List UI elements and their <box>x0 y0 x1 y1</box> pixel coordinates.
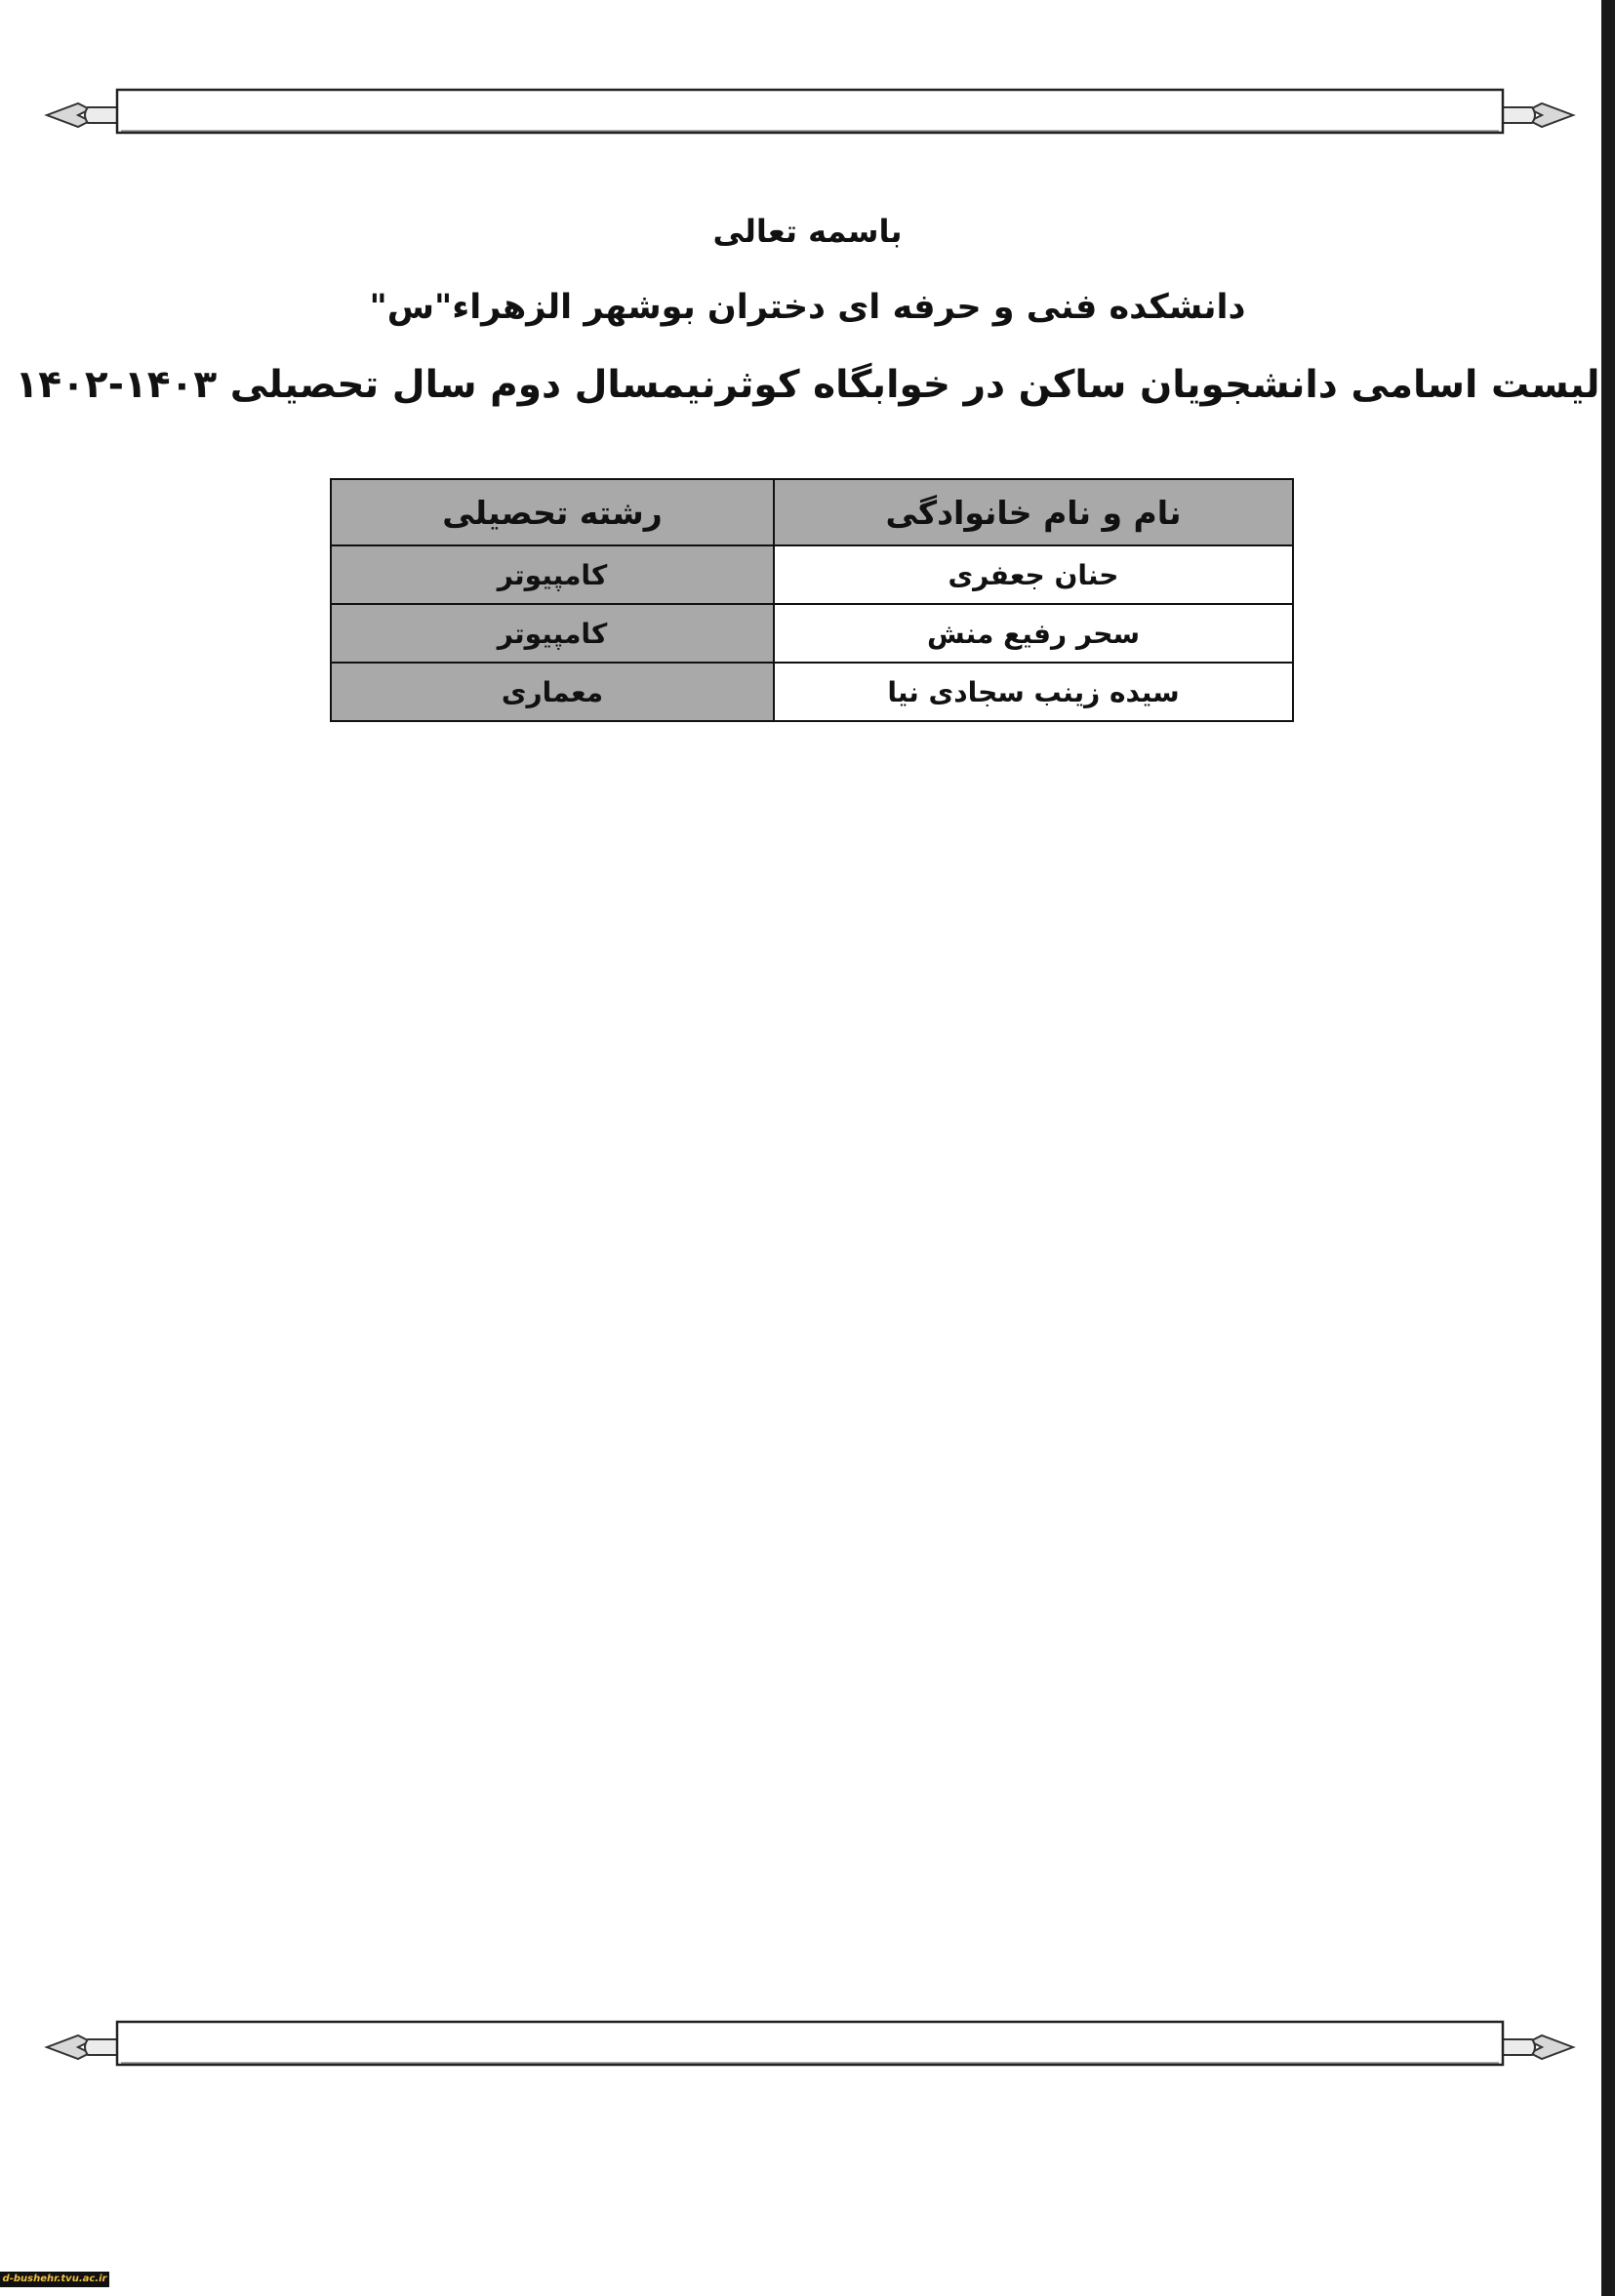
students-table <box>330 478 1294 722</box>
table-header-row <box>331 479 1293 545</box>
header-name: نام و نام خانوادگی <box>774 479 1293 545</box>
bottom-ribbon-banner <box>39 2018 1581 2076</box>
top-ribbon-banner <box>39 86 1581 144</box>
basmala-heading: باسمه تعالی <box>712 213 903 250</box>
table-row <box>331 663 1293 721</box>
site-watermark: d-bushehr.tvu.ac.ir <box>0 2272 109 2287</box>
student-major: معماری <box>331 663 774 721</box>
student-name: سیده زینب سجادی نیا <box>774 663 1293 721</box>
student-name: سحر رفیع منش <box>774 604 1293 663</box>
student-major: کامپیوتر <box>331 545 774 604</box>
institute-name: دانشکده فنی و حرفه ای دختران بوشهر الزهراء"س" <box>369 288 1246 327</box>
list-title: لیست اسامی دانشجویان ساکن در خوابگاه کوثرنیمسال دوم سال تحصیلی ۱۴۰۳-۱۴۰۲ <box>15 363 1600 407</box>
student-major: کامپیوتر <box>331 604 774 663</box>
student-name: حنان جعفری <box>774 545 1293 604</box>
scan-edge <box>1601 0 1615 2296</box>
table-row <box>331 545 1293 604</box>
table-row <box>331 604 1293 663</box>
header-major: رشته تحصیلی <box>331 479 774 545</box>
